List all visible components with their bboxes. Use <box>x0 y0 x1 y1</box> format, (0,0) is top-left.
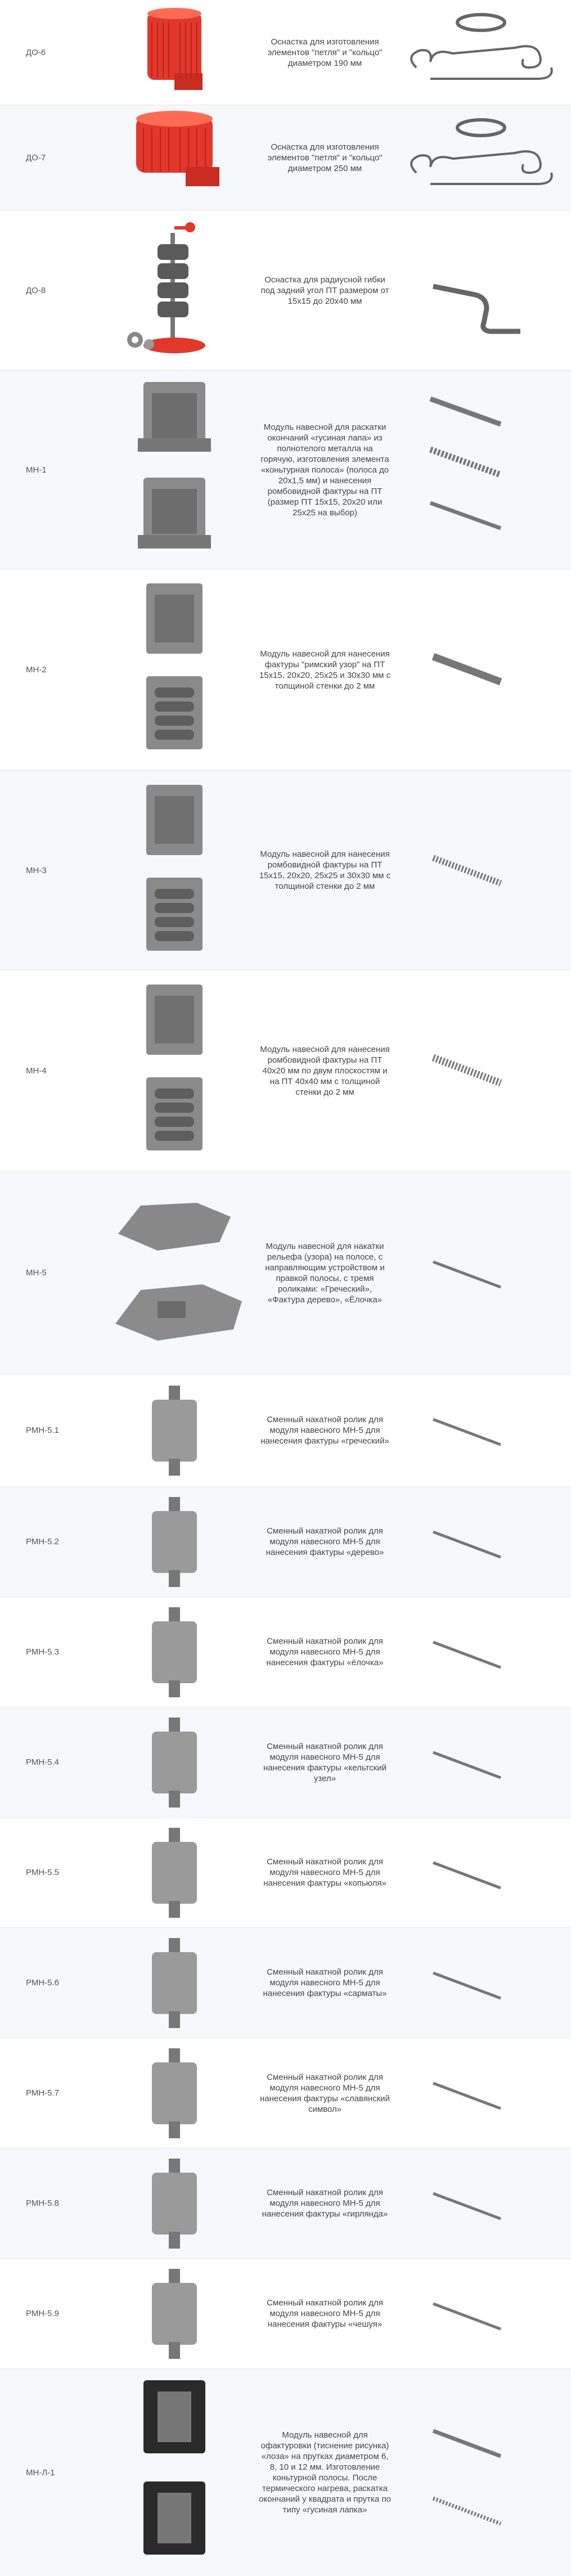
result-image <box>391 2038 571 2148</box>
product-image <box>90 0 259 105</box>
result-image <box>391 970 571 1171</box>
row-description: Модуль навесной для раскатки окончаний «гусиная лапа» из полнотелого металла на горячую, изготовления элемента «коньтурная полоса» (полоса до 20х1,5 мм) и нанесения ромбовидной фактуры на ПТ (размер ПТ 15х15, 20х20 или 25х25 на выбор) <box>260 422 389 518</box>
row-code: МН-2 <box>26 665 47 675</box>
result-image <box>391 105 571 210</box>
product-image <box>90 970 259 1171</box>
row-code: ДО-8 <box>26 285 46 295</box>
result-image <box>391 1597 571 1707</box>
table-row <box>0 771 571 970</box>
result-image <box>391 2259 571 2368</box>
row-description: Модуль навесной для накатки рельефа (узора) на полосе, с направляющим устройством и правкой полосы, с тремя роликами: «Греческий», «Фактура дерево», «Ёлочка» <box>265 1241 385 1305</box>
table-row <box>0 1597 571 1707</box>
row-description: Модуль навесной для нанесения ромбовидной фактуры на ПТ 40х20 мм по двум плоскостям и на ПТ 40х40 мм с толщиной стенки до 2 мм <box>260 1045 390 1097</box>
product-image <box>90 2148 259 2258</box>
row-code: МН-1 <box>26 465 47 475</box>
row-code: РМН-5.6 <box>26 1978 60 1988</box>
table-row <box>0 1707 571 1818</box>
row-code: МН-3 <box>26 865 47 875</box>
row-code: МН-Л-1 <box>26 2467 55 2478</box>
row-description: Сменный накатной ролик для модуля навесного МН-5 для нанесения фактуры «копьюля» <box>263 1857 386 1888</box>
row-description: Оснастка для изготовления элементов "петля" и "кольцо" диаметром 190 мм <box>267 37 383 68</box>
result-image <box>391 771 571 970</box>
product-image <box>90 569 259 770</box>
row-description: Модуль навесной для нанесения ромбовидной фактуры на ПТ 15х15, 20х20, 25х25 и 30х30 мм с толщиной стенки до 2 мм <box>259 849 391 891</box>
result-image <box>391 1374 571 1486</box>
row-code: РМН-5.4 <box>26 1757 60 1767</box>
product-image <box>90 371 259 569</box>
row-code: РМН-5.3 <box>26 1647 60 1657</box>
product-image <box>90 1818 259 1927</box>
row-code: РМН-5.1 <box>26 1426 60 1435</box>
table-row <box>0 1818 571 1928</box>
product-image <box>90 105 259 210</box>
product-image <box>90 210 259 370</box>
result-image <box>391 0 571 105</box>
table-row <box>0 1487 571 1597</box>
table-row <box>0 2148 571 2259</box>
row-description: Сменный накатной ролик для модуля навесного МН-5 для нанесения фактуры «славянский символ» <box>259 2072 390 2114</box>
row-code: РМН-5.7 <box>26 2088 60 2098</box>
table-row <box>0 0 571 105</box>
row-description: Модуль навесной для офактуровки (тиснение рисунка) «лоза» на прутках диаметром 6, 8, 10 и 12 мм. Изготовление коньтурной полосы. После термического нагрева, раскатка окончаний у квадрата и прутка по типу «гусиная лапка» <box>259 2430 391 2515</box>
product-image <box>90 1597 259 1707</box>
result-image <box>391 371 571 569</box>
result-image <box>391 1172 571 1374</box>
table-row <box>0 1374 571 1487</box>
product-image <box>90 1374 259 1486</box>
row-description: Сменный накатной ролик для модуля навесного МН-5 для нанесения фактуры «греческий» <box>260 1415 389 1446</box>
row-description: Сменный накатной ролик для модуля навесного МН-5 для нанесения фактуры «дерево» <box>266 1526 384 1557</box>
row-description: Сменный накатной ролик для модуля навесного МН-5 для нанесения фактуры «кельтский узел» <box>263 1741 386 1783</box>
product-image <box>90 2369 259 2576</box>
row-description: Сменный накатной ролик для модуля навесного МН-5 для нанесения фактуры «чешуя» <box>267 2298 383 2329</box>
result-image <box>391 1707 571 1817</box>
row-description: Модуль навесной для нанесения фактуры "римский узор" на ПТ 15х15, 20х20, 25х25 и 30х30 мм с толщиной стенки до 2 мм <box>259 649 391 691</box>
result-image <box>391 1818 571 1927</box>
result-image <box>391 569 571 770</box>
table-row <box>0 569 571 771</box>
table-row <box>0 2259 571 2369</box>
row-code: РМН-5.9 <box>26 2309 60 2318</box>
result-image <box>391 2369 571 2576</box>
result-image <box>391 2148 571 2258</box>
row-description: Оснастка для изготовления элементов "петля" и "кольцо" диаметром 250 мм <box>267 142 383 173</box>
product-image <box>90 2038 259 2148</box>
row-code: ДО-7 <box>26 152 46 163</box>
product-image <box>90 2259 259 2368</box>
table-row <box>0 2038 571 2148</box>
row-description: Сменный накатной ролик для модуля навесного МН-5 для нанесения фактуры «сарматы» <box>263 1967 387 1998</box>
product-image <box>90 1172 259 1374</box>
product-image <box>90 1928 259 2038</box>
table-row <box>0 105 571 210</box>
row-code: РМН-5.2 <box>26 1537 60 1547</box>
table-row <box>0 970 571 1172</box>
result-image <box>391 1487 571 1597</box>
row-code: МН-4 <box>26 1066 47 1076</box>
product-image <box>90 771 259 970</box>
table-row <box>0 1928 571 2038</box>
row-description: Оснастка для радиусной гибки под задний угол ПТ размером от 15х15 до 20х40 мм <box>260 275 389 306</box>
row-code: ДО-6 <box>26 47 46 57</box>
table-row <box>0 371 571 569</box>
result-image <box>391 1928 571 2038</box>
row-code: РМН-5.8 <box>26 2199 60 2208</box>
table-row <box>0 1172 571 1374</box>
row-description: Сменный накатной ролик для модуля навесного МН-5 для нанесения фактуры «гирлянда» <box>262 2188 388 2219</box>
row-description: Сменный накатной ролик для модуля навесного МН-5 для нанесения фактуры «ёлочка» <box>266 1637 384 1667</box>
table-row <box>0 2369 571 2576</box>
product-image <box>90 1487 259 1597</box>
row-code: РМН-5.5 <box>26 1868 60 1877</box>
result-image <box>391 210 571 370</box>
product-image <box>90 1707 259 1817</box>
table-row <box>0 210 571 371</box>
row-code: МН-5 <box>26 1268 47 1278</box>
